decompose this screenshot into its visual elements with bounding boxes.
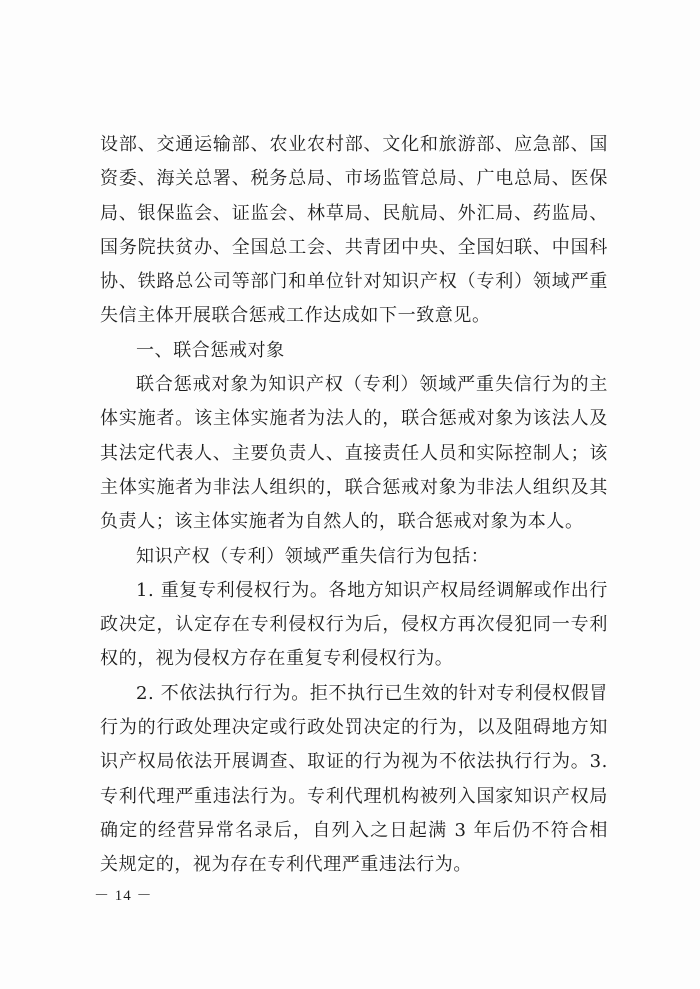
section-heading: 一、联合惩戒对象: [136, 339, 285, 361]
paragraph: 联合惩戒对象为知识产权（专利）领域严重失信行为的主体实施者。该主体实施者为法人的，联合惩戒对象为该法人及其法定代表人、主要负责人、直接责任人员和实际控制人；该主体实施者为非法人组织的，联合惩戒对象为非法人组织及其负责人；该主体实施者为自然人的，联合惩戒对象为本人。: [100, 374, 608, 533]
paragraph: 知识产权（专利）领域严重失信行为包括：: [136, 545, 490, 567]
list-item: 1. 重复专利侵权行为。各地方知识产权局经调解或作出行政决定，认定存在专利侵权行为后，侵权方再次侵犯同一专利权的，视为侵权方存在重复专利侵权行为。: [100, 579, 608, 670]
paragraph-continued: 设部、交通运输部、农业农村部、文化和旅游部、应急部、国资委、海关总署、税务总局、市场监管总局、广电总局、医保局、银保监会、证监会、林草局、民航局、外汇局、药监局、国务院扶贫办、全国总工会、共青团中央、全国妇联、中国科协、铁路总公司等部门和单位针对知识产权（专利）领域严重失信主体开展联合惩戒工作达成如下一致意见。: [100, 134, 608, 327]
body-text: [100, 128, 608, 883]
list-item: 2. 不依法执行行为。拒不执行已生效的针对专利侵权假冒行为的行政处理决定或行政处罚决定的行为，以及阻碍地方知识产权局依法开展调查、取证的行为视为不依法执行行为。3. 专利代理严重违法行为。专利代理机构被列入国家知识产权局确定的经营异常名录后，自列入之日起满 3 年后仍不符合相关规定的，视为存在专利代理严重违法行为。: [100, 682, 608, 876]
page-number: － 14 －: [94, 888, 153, 904]
